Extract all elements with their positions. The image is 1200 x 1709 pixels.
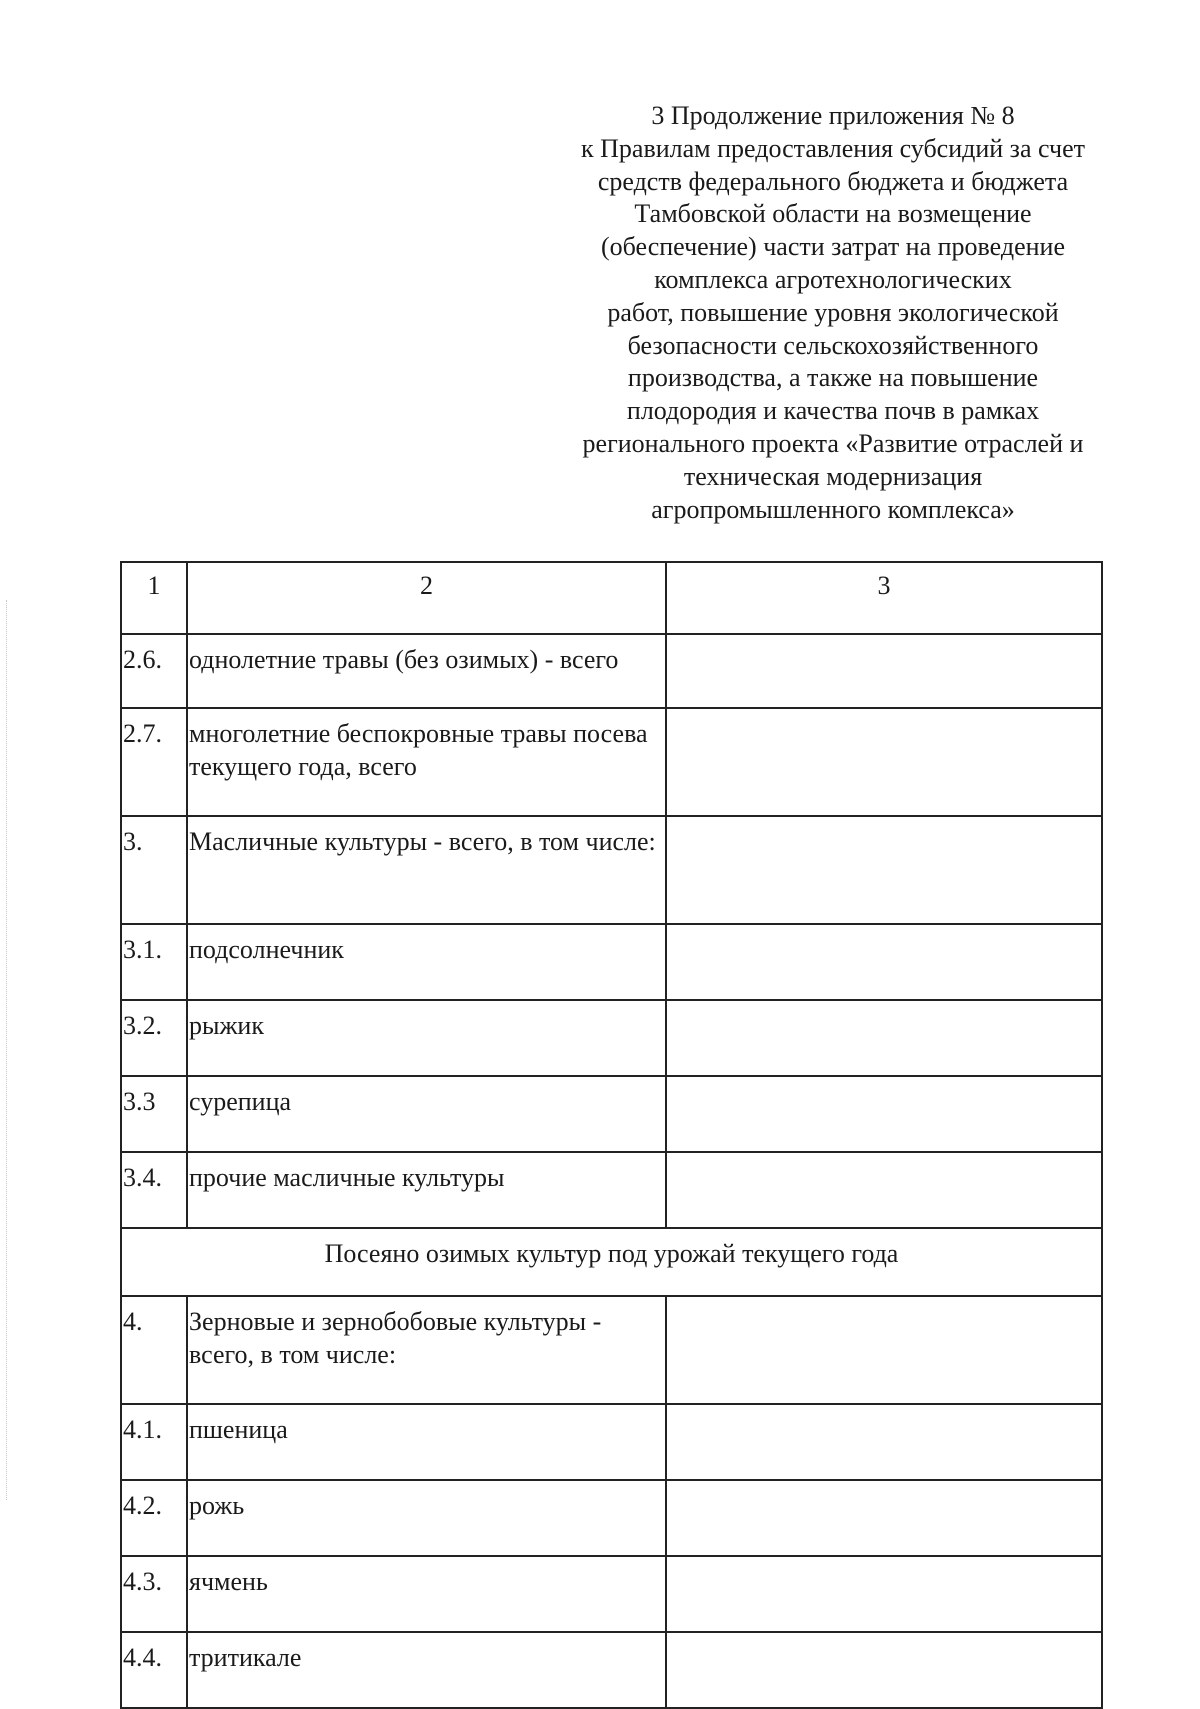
header-line: производства, а также на повышение — [627, 363, 1039, 393]
row-number: 2.7. — [123, 719, 162, 748]
row-number-cell — [121, 1152, 187, 1228]
row-number: 4. — [123, 1307, 143, 1336]
table-row — [121, 1480, 1102, 1556]
header-line: работ, повышение уровня экологической — [607, 297, 1059, 327]
row-value-cell — [666, 708, 1102, 816]
row-number-cell — [121, 1404, 187, 1480]
row-name-cell — [187, 1480, 666, 1556]
section-title: Посеяно озимых культур под урожай текущего года — [121, 1228, 1102, 1296]
row-name-cell — [187, 1404, 666, 1480]
row-name: рыжик — [189, 1011, 264, 1040]
row-name: прочие масличные культуры — [189, 1163, 505, 1192]
table-row — [121, 924, 1102, 1000]
section-row — [121, 1228, 1102, 1296]
row-number-cell — [121, 1480, 187, 1556]
row-name: однолетние травы (без озимых) - всего — [189, 645, 619, 674]
row-number: 3.4. — [123, 1163, 162, 1192]
row-value-cell — [666, 924, 1102, 1000]
row-number: 4.1. — [123, 1415, 162, 1444]
row-number-cell — [121, 708, 187, 816]
header-line: регионального проекта «Развитие отраслей и — [582, 428, 1084, 458]
crop-table — [120, 561, 1103, 1709]
row-name: тритикале — [189, 1643, 302, 1672]
row-number-cell — [121, 816, 187, 924]
row-number: 3.2. — [123, 1011, 162, 1040]
table-row — [121, 816, 1102, 924]
table-row — [121, 1000, 1102, 1076]
row-value-cell — [666, 1152, 1102, 1228]
header-line: техническая модернизация — [683, 461, 983, 491]
row-name-cell — [187, 634, 666, 708]
row-number-cell — [121, 1000, 187, 1076]
row-number-cell — [121, 924, 187, 1000]
appendix-header — [548, 100, 1118, 526]
table-row — [121, 1076, 1102, 1152]
row-value-cell — [666, 634, 1102, 708]
row-name: сурепица — [189, 1087, 292, 1116]
header-line: комплекса агротехнологических — [654, 264, 1012, 294]
row-number-cell — [121, 1556, 187, 1632]
column-header-3: 3 — [666, 562, 1102, 634]
row-number: 4.2. — [123, 1491, 162, 1520]
column-header-1: 1 — [121, 562, 187, 634]
header-line: безопасности сельскохозяйственного — [627, 330, 1039, 360]
row-name-cell — [187, 1000, 666, 1076]
table-row — [121, 1556, 1102, 1632]
row-number: 3.3 — [123, 1087, 156, 1116]
row-number-cell — [121, 1076, 187, 1152]
row-name: пшеница — [189, 1415, 288, 1444]
row-number: 3. — [123, 827, 143, 856]
row-value-cell — [666, 1296, 1102, 1404]
header-line: средств федерального бюджета и бюджета — [597, 166, 1069, 196]
row-number: 4.3. — [123, 1567, 162, 1596]
row-number: 3.1. — [123, 935, 162, 964]
row-value-cell — [666, 1076, 1102, 1152]
row-name-cell — [187, 1296, 666, 1404]
row-name: Зерновые и зернобобовые культуры - всего, в том числе: — [189, 1307, 602, 1369]
table-row — [121, 634, 1102, 708]
row-value-cell — [666, 1480, 1102, 1556]
header-line: плодородия и качества почв в рамках — [626, 396, 1040, 426]
header-line: 3 Продолжение приложения № 8 — [651, 101, 1015, 130]
row-number-cell — [121, 634, 187, 708]
row-name-cell — [187, 816, 666, 924]
header-line: (обеспечение) части затрат на проведение — [600, 232, 1066, 262]
table-row — [121, 1404, 1102, 1480]
row-name-cell — [187, 1076, 666, 1152]
row-number-cell — [121, 1296, 187, 1404]
row-number: 2.6. — [123, 645, 162, 674]
row-value-cell — [666, 1404, 1102, 1480]
scan-edge-mark — [6, 600, 9, 1500]
column-header-2: 2 — [187, 562, 666, 634]
row-name: рожь — [189, 1491, 245, 1520]
row-name: многолетние беспокровные травы посева текущего года, всего — [189, 719, 648, 781]
header-line: агропромышленного комплекса» — [651, 494, 1015, 524]
row-name: подсолнечник — [189, 935, 344, 964]
row-name-cell — [187, 924, 666, 1000]
row-value-cell — [666, 816, 1102, 924]
table-header-row — [121, 562, 1102, 634]
table-row — [121, 708, 1102, 816]
row-value-cell — [666, 1000, 1102, 1076]
row-name-cell — [187, 708, 666, 816]
row-name: ячмень — [189, 1567, 268, 1596]
table-row — [121, 1152, 1102, 1228]
header-line: к Правилам предоставления субсидий за счет — [581, 133, 1085, 163]
row-value-cell — [666, 1556, 1102, 1632]
row-number: 4.4. — [123, 1643, 162, 1672]
row-name-cell — [187, 1556, 666, 1632]
table-row — [121, 1296, 1102, 1404]
header-line: Тамбовской области на возмещение — [634, 199, 1032, 229]
row-name: Масличные культуры - всего, в том числе: — [189, 827, 656, 856]
row-name-cell — [187, 1152, 666, 1228]
